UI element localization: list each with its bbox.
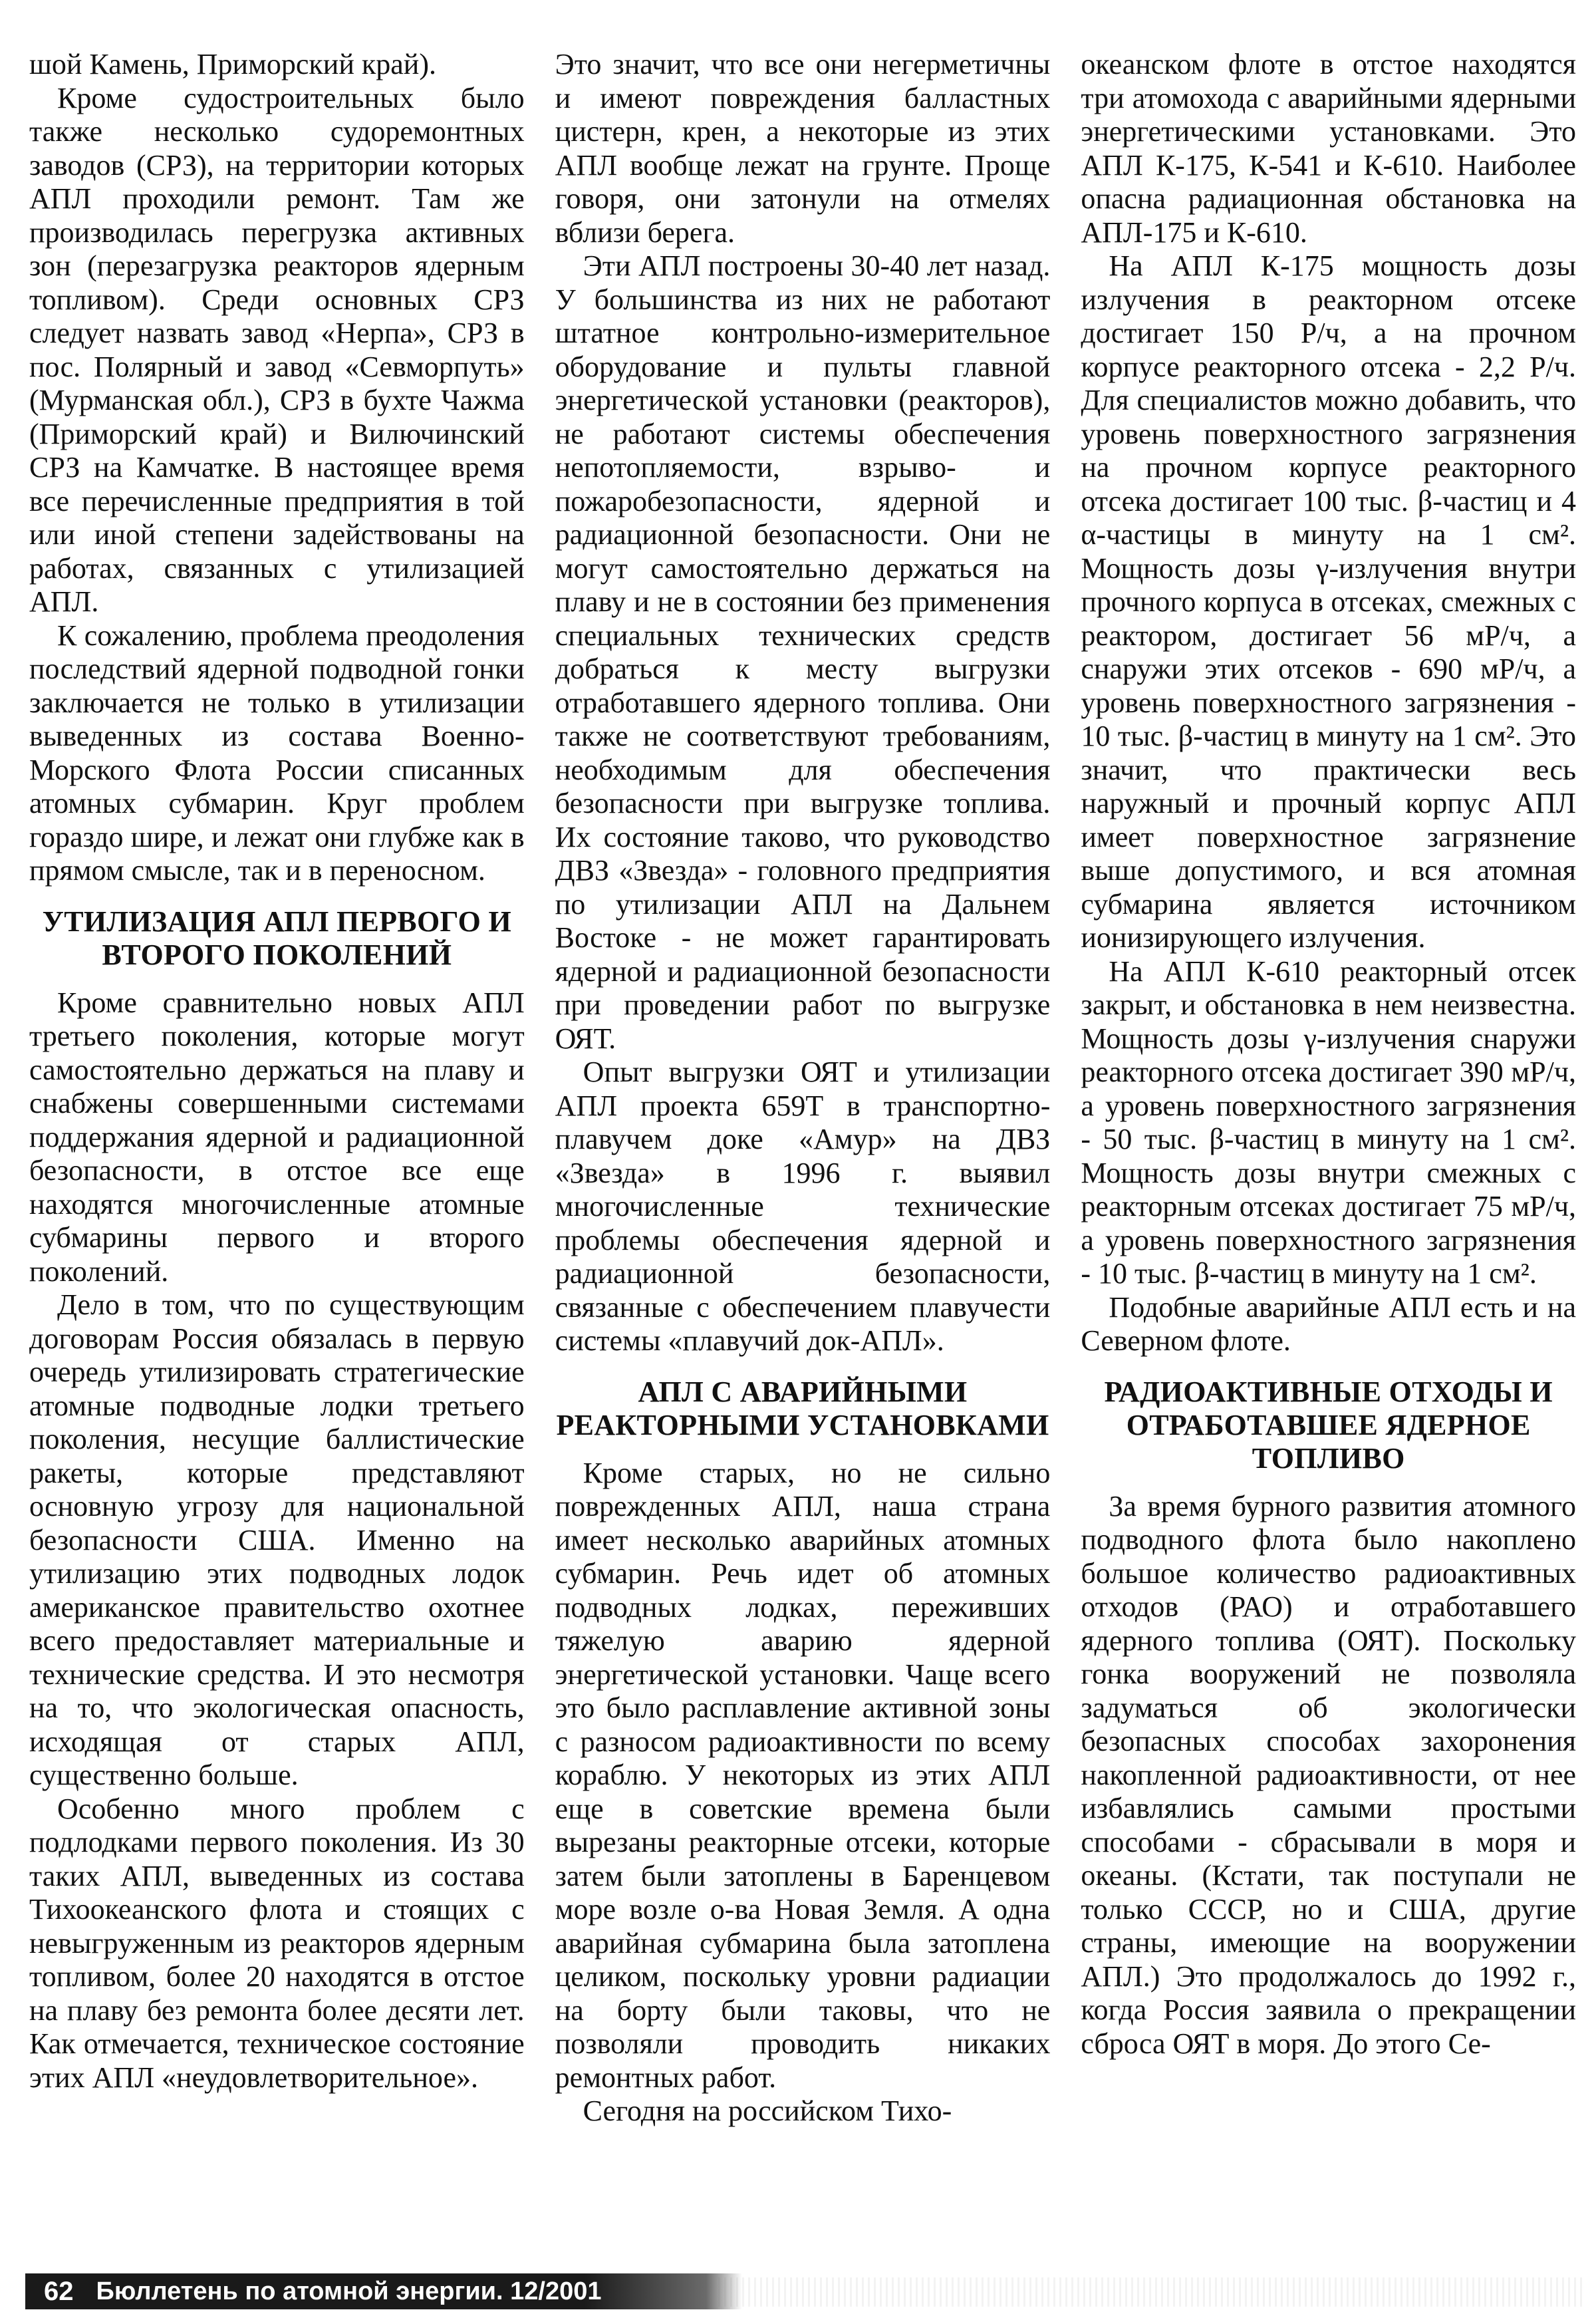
paragraph: Особенно много проблем с подлодками первого поколения. Из 30 таких АПЛ, выведенных из состава Тихоокеанского флота и стоящих с невыгруженным из реакторов ядерным топливом, более 20 находятся в отстое на плаву без ремонта более десяти лет. Как отмечается, техническое состояние этих АПЛ «неудовлетворительное». bbox=[29, 1792, 525, 2094]
paragraph: Кроме судостроительных было также несколько судоремонтных заводов (СРЗ), на территории которых АПЛ проходили ремонт. Там же производилась перегрузка активных зон (перезагрузка реакторов ядерным топливом). Среди основных СРЗ следует назвать завод «Нерпа», СРЗ в пос. Полярный и завод «Севморпуть» (Мурманская обл.), СРЗ в бухте Чажма (Приморский край) и Вилючинский СРЗ на Камчатке. В настоящее время все перечисленные предприятия в той или иной степени задействованы на работах, связанных с утилизацией АПЛ. bbox=[29, 81, 525, 618]
page-footer bbox=[25, 2273, 742, 2309]
text-column-1 bbox=[29, 48, 525, 2243]
paragraph: Опыт выгрузки ОЯТ и утилизации АПЛ проекта 659Т в транспортно-плавучем доке «Амур» на ДВЗ «Звезда» в 1996 г. выявил многочисленные технические проблемы обеспечения ядерной и радиационной безопасности, связанные с обеспечением плавучести системы «плавучий док-АПЛ». bbox=[555, 1056, 1051, 1357]
paragraph: Кроме старых, но не сильно поврежденных АПЛ, наша страна имеет несколько аварийных атомных субмарин. Речь идет об атомных подводных лодках, переживших тяжелую аварию ядерной энергетической установки. Чаще всего это было расплавление активной зоны с разносом радиоактивности по всему кораблю. У некоторых из этих АПЛ еще в советские времена были вырезаны реакторные отсеки, которые затем были затоплены в Баренцевом море возле о-ва Новая Земля. А одна аварийная субмарина была затоплена целиком, поскольку уровни радиации на борту были таковы, что не позволяли проводить никаких ремонтных работ. bbox=[555, 1456, 1051, 2094]
paragraph: На АПЛ К-175 мощность дозы излучения в реакторном отсеке достигает 150 Р/ч, а на прочном корпусе реакторного отсека - 2,2 Р/ч. Для специалистов можно добавить, что уровень поверхностного загрязнения на прочном корпусе реакторного отсека достигает 100 тыс. β-частиц и 4 α-частицы в минуту на 1 см². Мощность дозы γ-излучения внутри прочного корпуса в отсеках, смежных с реактором, достигает 56 мР/ч, а снаружи этих отсеков - 690 мР/ч, а уровень поверхностного загрязнения - 10 тыс. β-частиц в минуту на 1 см². Это значит, что практически весь наружный и прочный корпус АПЛ имеет поверхностное загрязнение выше допустимого, и вся атомная субмарина является источником ионизирующего излучения. bbox=[1081, 249, 1577, 954]
section-heading: УТИЛИЗАЦИЯ АПЛ ПЕРВОГО И ВТОРОГО ПОКОЛЕНИЙ bbox=[42, 905, 512, 971]
paragraph: Подобные аварийные АПЛ есть и на Северном флоте. bbox=[1081, 1290, 1577, 1357]
section-heading: АПЛ С АВАРИЙНЫМИ РЕАКТОРНЫМИ УСТАНОВКАМИ bbox=[556, 1375, 1049, 1441]
publication-title: Бюллетень по атомной энергии. 12/2001 bbox=[96, 2277, 602, 2305]
paragraph: океанском флоте в отстое находятся три атомохода с аварийными ядерными энергетическими установками. Это АПЛ К-175, К-541 и К-610. Наиболее опасна радиационная обстановка на АПЛ-175 и К-610. bbox=[1081, 48, 1577, 249]
paragraph: Дело в том, что по существующим договорам Россия обязалась в первую очередь утилизировать стратегические атомные подводные лодки третьего поколения, несущие баллистические ракеты, которые представляют основную угрозу для национальной безопасности США. Именно на утилизацию этих подводных лодок американское правительство охотнее всего предоставляет материальные и технические средства. И это несмотря на то, что экологическая опасность, исходящая от старых АПЛ, существенно больше. bbox=[29, 1288, 525, 1791]
page-number: 62 bbox=[44, 2276, 74, 2306]
text-column-2 bbox=[555, 48, 1051, 2243]
paragraph: Это значит, что все они негерметичны и имеют повреждения балластных цистерн, крен, а некоторые из этих АПЛ вообще лежат на грунте. Проще говоря, они затонули на отмелях вблизи берега. bbox=[555, 48, 1051, 249]
paragraph: За время бурного развития атомного подводного флота было накоплено большое количество радиоактивных отходов (РАО) и отработавшего ядерного топлива (ОЯТ). Поскольку гонка вооружений не позволяла задуматься об экологически безопасных способах захоронения накопленной радиоактивности, от нее избавлялись самыми простыми способами - сбрасывали в моря и океаны. (Кстати, так поступали не только СССР, но и США, другие страны, имеющие на вооружении АПЛ.) Это продолжалось до 1992 г., когда Россия заявила о прекращении сброса ОЯТ в моря. До этого Се- bbox=[1081, 1489, 1577, 2060]
article-page bbox=[29, 48, 1576, 2243]
paragraph: На АПЛ К-610 реакторный отсек закрыт, и обстановка в нем неизвестна. Мощность дозы γ-излучения снаружи реакторного отсека достигает 390 мР/ч, а уровень поверхностного загрязнения - 50 тыс. β-частиц в минуту на 1 см². Мощность дозы внутри смежных с реакторным отсеках достигает 75 мР/ч, а уровень поверхностного загрязнения - 10 тыс. β-частиц в минуту на 1 см². bbox=[1081, 954, 1577, 1290]
footer-scan-texture bbox=[718, 2277, 1583, 2307]
paragraph: шой Камень, Приморский край). bbox=[29, 48, 436, 80]
paragraph: К сожалению, проблема преодоления последствий ядерной подводной гонки заключается не только в утилизации выведенных из состава Военно-Морского Флота России списанных атомных субмарин. Круг проблем гораздо шире, и лежат они глубже как в прямом смысле, так и в переносном. bbox=[29, 619, 525, 887]
paragraph: Кроме сравнительно новых АПЛ третьего поколения, которые могут самостоятельно держаться на плаву и снабжены совершенными системами поддержания ядерной и радиационной безопасности, в отстое все еще находятся многочисленные атомные субмарины первого и второго поколений. bbox=[29, 986, 525, 1288]
section-heading: РАДИОАКТИВНЫЕ ОТХОДЫ И ОТРАБОТАВШЕЕ ЯДЕРНОЕ ТОПЛИВО bbox=[1104, 1375, 1553, 1475]
paragraph: Сегодня на российском Тихо- bbox=[583, 2095, 952, 2127]
paragraph: Эти АПЛ построены 30-40 лет назад. У большинства из них не работают штатное контрольно-измерительное оборудование и пульты главной энергетической установки (реакторов), не работают системы обеспечения непотопляемости, взрыво- и пожаробезопасности, ядерной и радиационной безопасности. Они не могут самостоятельно держаться на плаву и не в состоянии без применения специальных технических средств добраться к месту выгрузки отработавшего ядерного топлива. Они также не соответствуют требованиям, необходимым для обеспечения безопасности при выгрузке топлива. Их состояние таково, что руководство ДВЗ «Звезда» - головного предприятия по утилизации АПЛ на Дальнем Востоке - не может гарантировать ядерной и радиационной безопасности при проведении работ по выгрузке ОЯТ. bbox=[555, 249, 1051, 1055]
text-column-3 bbox=[1081, 48, 1576, 2243]
